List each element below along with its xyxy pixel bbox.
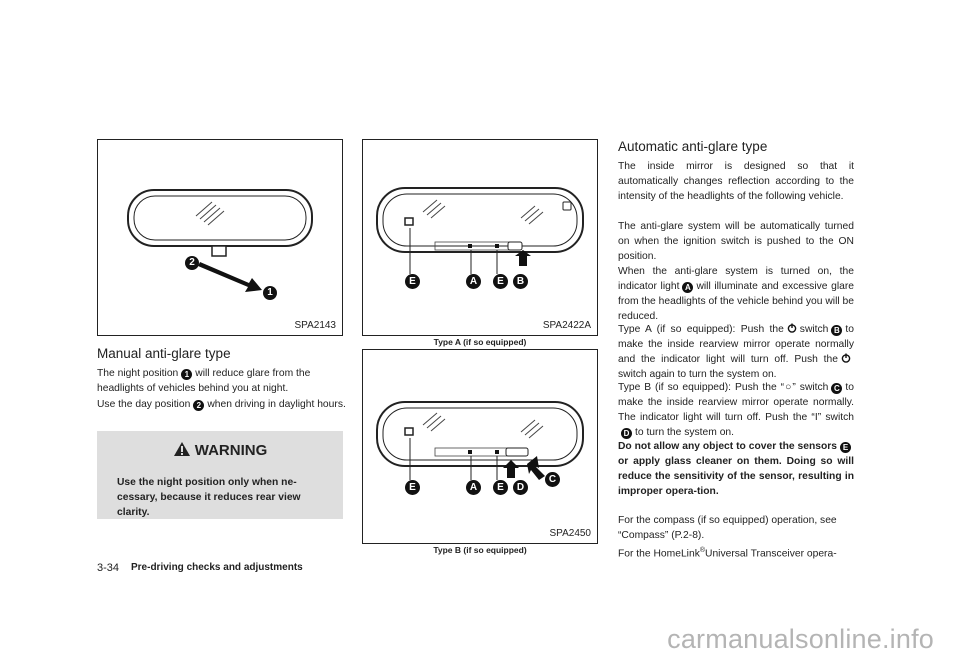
callout-e-left: E <box>405 480 420 495</box>
power-icon <box>841 353 851 363</box>
figure-caption-type-a: Type A (if so equipped) <box>433 337 527 347</box>
callout-e-right: E <box>493 274 508 289</box>
automatic-heading: Automatic anti-glare type <box>618 139 768 154</box>
chapter-title: Pre-driving checks and adjustments <box>131 562 303 573</box>
automatic-paragraph-5: Type B (if so equipped): Push the “○” switch C to make the inside rearview mirror operate normally. The indicator light will turn off. Push the “I” switchD to turn the system on. <box>618 382 854 438</box>
warning-title: WARNING <box>97 441 343 459</box>
automatic-paragraph-4: Type A (if so equipped): Push the switch B to make the inside rearview mirror operate normally and the indicator light will turn off. Push theswitch again to turn the system on. <box>618 324 854 380</box>
figure-code: SPA2450 <box>549 528 591 539</box>
callout-d-inline: D <box>621 428 632 439</box>
figure-manual-mirror <box>97 139 343 336</box>
automatic-paragraph-3: When the anti-glare system is turned on, the indicator light A will illuminate and excessive glare from the headlights of the vehicle behind you will be reduced. <box>618 266 854 322</box>
callout-e-inline: E <box>840 442 851 453</box>
callout-e-left: E <box>405 274 420 289</box>
callout-2: 2 <box>185 256 199 270</box>
callout-b-inline: B <box>831 325 842 336</box>
callout-a: A <box>466 480 481 495</box>
callout-1-inline: 1 <box>181 369 192 380</box>
automatic-paragraph-7: For the compass (if so equipped) operation, see “Compass” (P.2-8). <box>618 515 837 541</box>
automatic-paragraph-1: The inside mirror is designed so that it automatically changes reflection according to the intensity of the headlights of the following vehicle. <box>618 161 854 202</box>
watermark: carmanualsonline.info <box>667 624 934 654</box>
warning-body: Use the night position only when ne-cessary, because it reduces rear view clarity. <box>117 477 301 518</box>
figure-code: SPA2422A <box>542 320 591 331</box>
callout-2-inline: 2 <box>193 400 204 411</box>
manual-paragraph-2: Use the day position 2 when driving in daylight hours. <box>97 399 346 410</box>
figure-code: SPA2143 <box>294 320 336 331</box>
figure-type-b-mirror <box>362 349 598 544</box>
automatic-paragraph-6: Do not allow any object to cover the sensors Eor apply glass cleaner on them. Doing so will reduce the sensitivity of the sensor, resulting in improper opera-tion. <box>618 441 854 497</box>
callout-a: A <box>466 274 481 289</box>
callout-c-inline: C <box>831 383 842 394</box>
automatic-paragraph-2: The anti-glare system will be automatically turned on when the ignition switch is pushed to the ON position. <box>618 221 854 262</box>
type-b-mirror-illustration <box>363 350 597 543</box>
figure-caption-type-b: Type B (if so equipped) <box>433 545 527 555</box>
callout-d: D <box>513 480 528 495</box>
callout-c: C <box>545 472 560 487</box>
type-a-mirror-illustration <box>363 140 597 335</box>
power-icon <box>787 323 797 333</box>
callout-1: 1 <box>263 286 277 300</box>
warning-box <box>97 431 343 519</box>
page-number: 3-34 <box>97 562 120 574</box>
manual-paragraph-1: The night position 1 will reduce glare from the headlights of vehicles behind you at night. <box>97 368 311 394</box>
manual-heading: Manual anti-glare type <box>97 346 231 361</box>
automatic-paragraph-8: For the HomeLink®Universal Transceiver opera- <box>618 547 837 560</box>
figure-type-a-mirror <box>362 139 598 336</box>
manual-mirror-illustration <box>98 140 342 320</box>
callout-a-inline: A <box>682 282 693 293</box>
warning-triangle-icon <box>173 441 191 457</box>
callout-b: B <box>513 274 528 289</box>
callout-e-right: E <box>493 480 508 495</box>
